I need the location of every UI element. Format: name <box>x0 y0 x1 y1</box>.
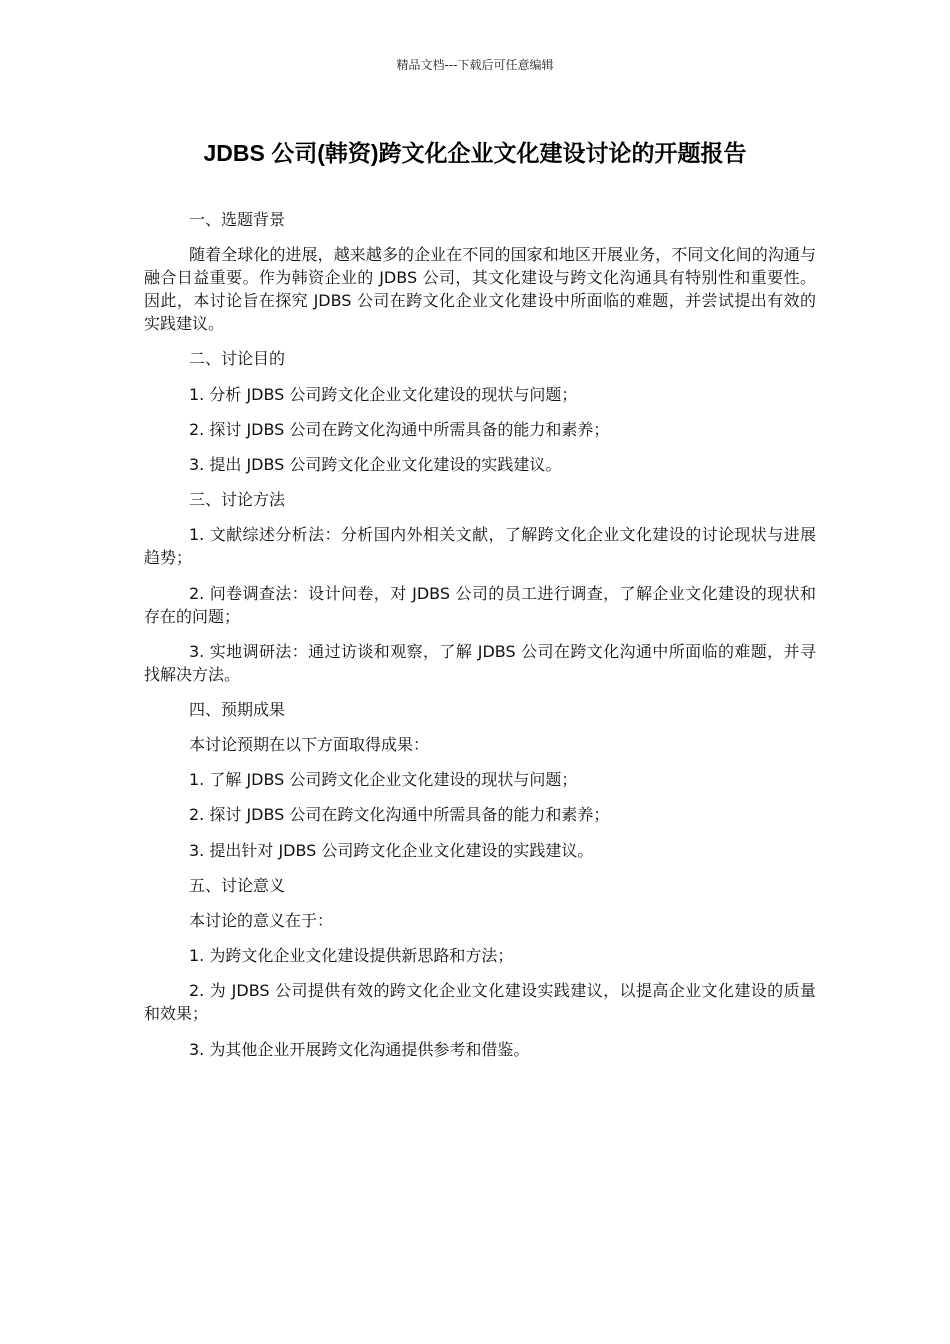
section-heading-results: 四、预期成果 <box>189 699 286 719</box>
list-item-method-2: 2. 问卷调查法：设计问卷，对 JDBS 公司的员工进行调查，了解企业文化建设的现状和存在的问题； <box>144 583 816 626</box>
list-item-purpose-2: 2. 探讨 JDBS 公司在跨文化沟通中所需具备的能力和素养； <box>189 419 610 439</box>
list-item-purpose-3: 3. 提出 JDBS 公司跨文化企业文化建设的实践建议。 <box>189 454 562 474</box>
list-item-significance-3: 3. 为其他企业开展跨文化沟通提供参考和借鉴。 <box>189 1039 530 1059</box>
list-item-significance-1: 1. 为跨文化企业文化建设提供新思路和方法； <box>189 946 514 966</box>
paragraph-significance-intro: 本讨论的意义在于： <box>189 911 334 930</box>
list-item-results-2: 2. 探讨 JDBS 公司在跨文化沟通中所需具备的能力和素养； <box>189 805 610 825</box>
document-body <box>144 208 816 1073</box>
page-header: 精品文档---下载后可任意编辑 <box>396 58 554 72</box>
section-heading-background: 一、选题背景 <box>189 210 286 229</box>
paragraph-results-intro: 本讨论预期在以下方面取得成果： <box>189 735 430 755</box>
list-item-purpose-1: 1. 分析 JDBS 公司跨文化企业文化建设的现状与问题； <box>189 384 578 404</box>
document-title: JDBS 公司(韩资)跨文化企业文化建设讨论的开题报告 <box>203 140 747 166</box>
paragraph-background: 随着全球化的进展，越来越多的企业在不同的国家和地区开展业务，不同文化间的沟通与融合日益重要。作为韩资企业的 JDBS 公司，其文化建设与跨文化沟通具有特别性和重要性。因此，本讨论旨在探究 JDBS 公司在跨文化企业文化建设中所面临的难题，并尝试提出有效的实践建议。 <box>144 245 816 334</box>
list-item-results-3: 3. 提出针对 JDBS 公司跨文化企业文化建设的实践建议。 <box>189 840 594 860</box>
list-item-significance-2: 2. 为 JDBS 公司提供有效的跨文化企业文化建设实践建议，以提高企业文化建设的质量和效果； <box>144 981 816 1024</box>
list-item-results-1: 1. 了解 JDBS 公司跨文化企业文化建设的现状与问题； <box>189 770 578 790</box>
section-heading-purpose: 二、讨论目的 <box>189 349 286 369</box>
section-heading-significance: 五、讨论意义 <box>189 875 286 895</box>
section-heading-method: 三、讨论方法 <box>189 490 286 510</box>
list-item-method-1: 1. 文献综述分析法：分析国内外相关文献，了解跨文化企业文化建设的讨论现状与进展趋势； <box>144 525 816 568</box>
list-item-method-3: 3. 实地调研法：通过访谈和观察，了解 JDBS 公司在跨文化沟通中所面临的难题，并寻找解决方法。 <box>144 641 816 684</box>
